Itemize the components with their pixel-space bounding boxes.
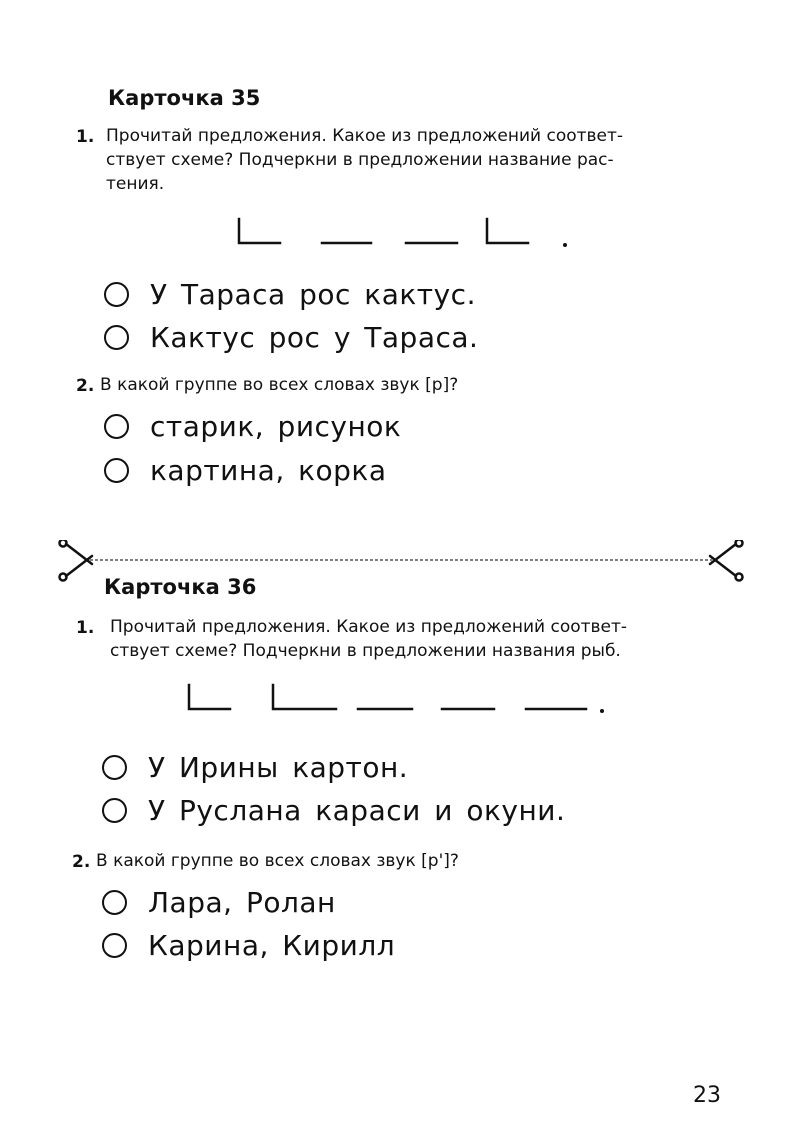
option-label: Лара, Ролан [148,886,336,919]
task-text-line: тения. [106,174,165,194]
card-36-task-2-option-1[interactable] [102,886,336,919]
card-36-task-2-question: В какой группе во всех словах звук [р']? [96,851,459,871]
card-35-task-1-option-1[interactable] [104,278,476,311]
card-35-task-1-option-2[interactable] [104,321,478,354]
option-label: У Тараса рос кактус. [150,278,476,311]
answer-checkbox[interactable] [104,282,129,307]
scissors-left-icon [60,540,93,581]
card-36-task-2-option-2[interactable] [102,929,395,962]
scheme-period [600,709,604,713]
option-label: У Руслана караси и окуни. [148,794,566,827]
card-36-task-2-number: 2. [72,852,91,872]
card-35-sentence-scheme [236,216,576,250]
answer-checkbox[interactable] [102,798,127,823]
option-label: Карина, Кирилл [148,929,396,962]
card-35-task-1-number: 1. [76,127,95,147]
page-number: 23 [693,1083,721,1108]
card-36-task-1-option-2[interactable] [102,794,565,827]
task-text-line: ствует схеме? Подчеркни в предложении название рас- [106,150,614,170]
card-35-task-2-question: В какой группе во всех словах звук [р]? [100,375,459,395]
card-35-task-2-number: 2. [76,376,95,396]
card-35-task-1-text [106,124,623,196]
card-35-title: Карточка 35 [108,86,261,110]
answer-checkbox[interactable] [104,325,129,350]
option-label: У Ирины картон. [148,751,409,784]
answer-checkbox[interactable] [102,755,127,780]
task-text-line: Прочитай предложения. Какое из предложений соответ- [106,126,624,146]
scheme-word-capital [189,685,230,709]
card-35-task-2-option-2[interactable] [104,454,387,487]
option-label: Кактус рос у Тараса. [150,321,479,354]
answer-checkbox[interactable] [104,458,129,483]
card-36-task-1-number: 1. [76,618,95,638]
scissors-right-icon [710,540,743,581]
scheme-word-capital [273,685,336,709]
card-36-task-1-option-1[interactable] [102,751,408,784]
answer-checkbox[interactable] [102,890,127,915]
card-35-task-2-option-1[interactable] [104,410,401,443]
card-36-title: Карточка 36 [104,575,257,599]
answer-checkbox[interactable] [104,414,129,439]
scheme-word-capital [487,219,528,243]
card-36-task-1-text [110,615,627,663]
task-text-line: ствует схеме? Подчеркни в предложении названия рыб. [110,641,621,661]
option-label: картина, корка [150,454,387,487]
option-label: старик, рисунок [150,410,402,443]
scheme-word-capital [239,219,280,243]
task-text-line: Прочитай предложения. Какое из предложений соответ- [110,617,628,637]
scheme-period [563,243,567,247]
answer-checkbox[interactable] [102,933,127,958]
card-36-sentence-scheme [186,682,616,716]
